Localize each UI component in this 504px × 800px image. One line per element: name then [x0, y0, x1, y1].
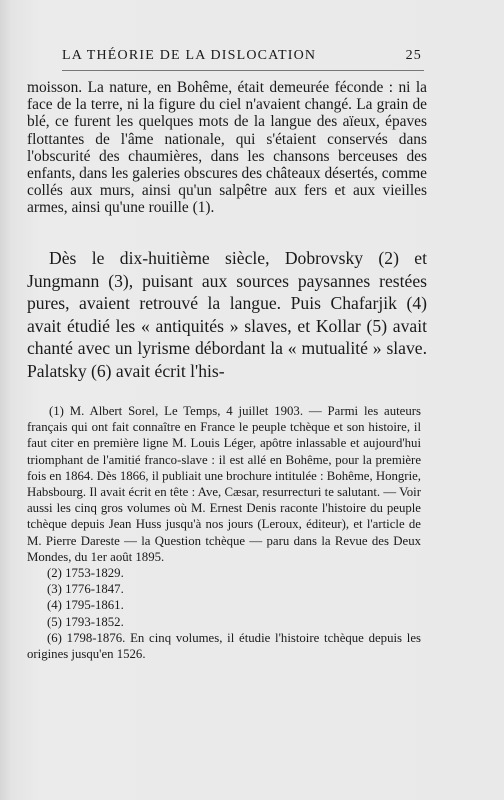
paragraph-text: moisson. La nature, en Bohême, était demeurée féconde : ni la face de la terre, ni la figure du ciel n'avaient changé. La grain de blé, ce furent les quelques mots de la langue des aïeux, épaves flottantes de l'âme nationale, qui s'étaient conservés dans l'obscurité des chaumières, dans les chansons berceuses des enfants, dans les galeries obscures des châteaux désertés, comme collés aux murs, ainsi qu'un salpêtre aux fers et aux vieilles armes, ainsi qu'une rouille (1).	[27, 79, 428, 217]
footnote-5: (5) 1793-1852.	[47, 614, 124, 629]
footnote-4: (4) 1795-1861.	[47, 598, 124, 613]
footnote-2: (2) 1753-1829.	[47, 566, 124, 581]
footnote-3: (3) 1776-1847.	[47, 582, 124, 597]
footnote-6: (6) 1798-1876. En cinq volumes, il étudie l'histoire tchèque depuis les origines jusqu'en 1526.	[27, 630, 421, 662]
page-number: 25	[405, 48, 422, 63]
footnotes	[27, 403, 421, 662]
footnote-1: (1) M. Albert Sorel, Le Temps, 4 juillet 1903. — Parmi les auteurs français qui ont fait connaître en France le peuple tchèque et son histoire, il faut citer en première ligne M. Louis Léger, apôtre inlassable et aujourd'hui triomphant de l'amitié franco-slave : il est allé en Bohême, pour la première fois en 1864. Dès 1866, il publiait une brochure intitulée : Bohême, Hongrie, Habsbourg. Il avait écrit en tête : Ave, Cæsar, resurrecturi te salutant. — Voir aussi les cinq gros volumes où M. Ernest Denis raconte l'histoire du peuple tchèque depuis Jean Huss jusqu'à nos jours (Leroux, éditeur), et l'article de M. Pierre Dareste — la Question tchèque — paru dans la Revue des Deux Mondes, du 1er août 1895.	[27, 404, 421, 564]
body-paragraph-1	[27, 79, 427, 217]
body-paragraph-2	[27, 247, 427, 383]
paragraph-text: Dès le dix-huitième siècle, Dobrovsky (2) et Jungmann (3), puisant aux sources paysannes restées pures, avaient retrouvé la langue. Puis Chafarjik (4) avait étudié les « antiquités » slaves, et Kollar (5) avait chanté avec un lyrisme débordant la « mutualité » slave. Palatsky (6) avait écrit l'his-	[27, 248, 427, 381]
running-title: LA THÉORIE DE LA DISLOCATION	[62, 48, 317, 63]
header-rule	[62, 70, 424, 71]
